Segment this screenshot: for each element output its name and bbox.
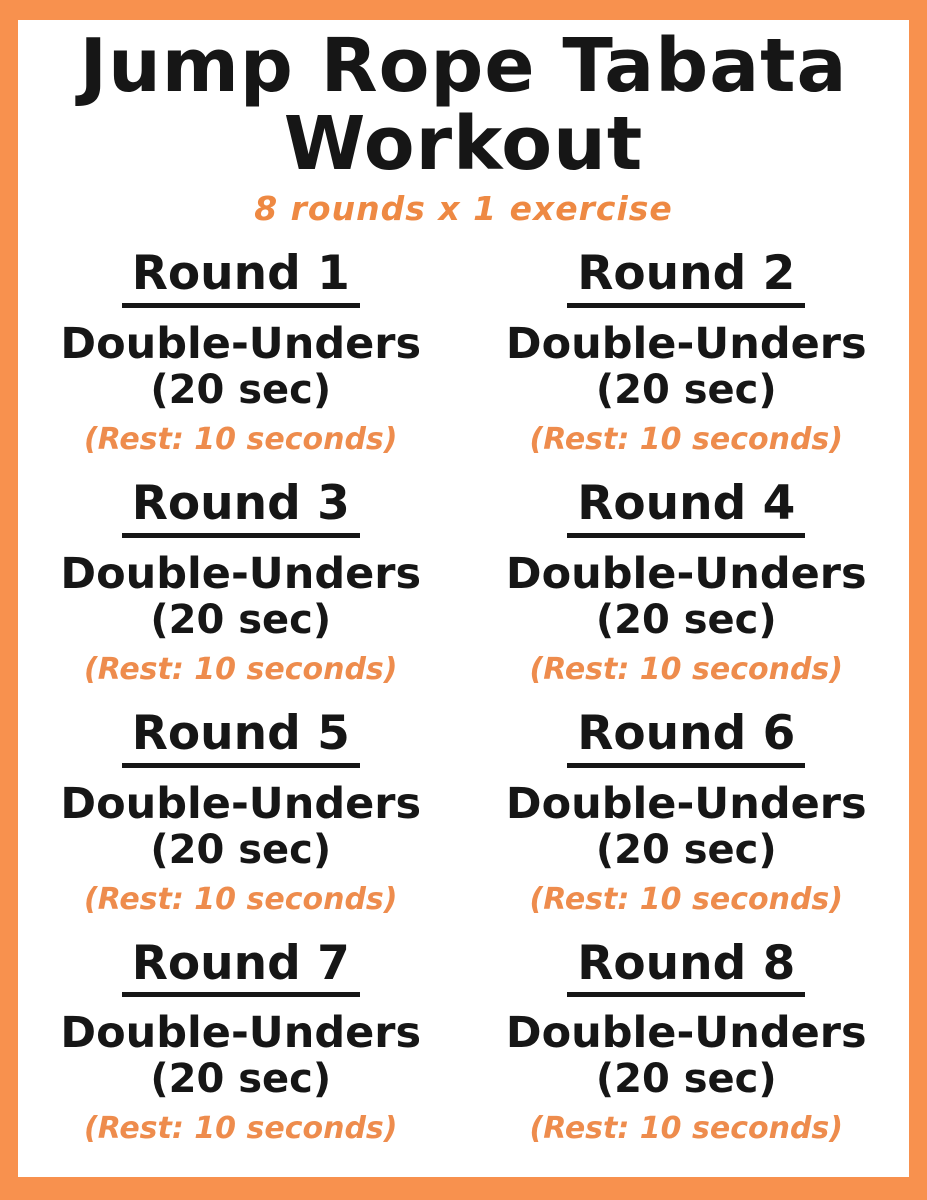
round-card-3 — [18, 478, 464, 686]
exercise-name: Double-Unders — [505, 778, 867, 829]
round-card-1 — [18, 248, 464, 456]
rest-note: (Rest: 10 seconds) — [529, 422, 843, 458]
workout-poster — [18, 20, 909, 1177]
exercise-name: Double-Unders — [505, 1008, 867, 1059]
rest-note: (Rest: 10 seconds) — [529, 881, 843, 917]
exercise-duration: (20 sec) — [595, 367, 777, 414]
exercise-name: Double-Unders — [60, 1008, 422, 1059]
rest-note: (Rest: 10 seconds) — [529, 651, 843, 687]
rest-note: (Rest: 10 seconds) — [84, 1111, 398, 1147]
exercise-duration: (20 sec) — [150, 1056, 332, 1103]
round-title: Round 4 — [464, 478, 910, 538]
round-card-2 — [464, 248, 910, 456]
round-title: Round 8 — [464, 938, 910, 998]
exercise-name: Double-Unders — [505, 548, 867, 599]
round-title: Round 6 — [464, 708, 910, 768]
poster-title-line1: Jump Rope Tabata — [79, 23, 848, 109]
round-title: Round 2 — [464, 248, 910, 308]
exercise-duration: (20 sec) — [150, 596, 332, 643]
round-card-4 — [464, 478, 910, 686]
exercise-name: Double-Unders — [505, 319, 867, 369]
poster-title-line2: Workout — [283, 100, 644, 187]
rest-note: (Rest: 10 seconds) — [84, 651, 398, 687]
exercise-duration: (20 sec) — [595, 1056, 777, 1103]
exercise-duration: (20 sec) — [150, 826, 332, 873]
round-title: Round 3 — [18, 478, 464, 538]
exercise-duration: (20 sec) — [595, 596, 777, 643]
exercise-name: Double-Unders — [60, 548, 422, 599]
round-card-6 — [464, 705, 910, 917]
exercise-name: Double-Unders — [60, 319, 422, 369]
round-title: Round 5 — [18, 708, 464, 768]
rest-note: (Rest: 10 seconds) — [529, 1111, 843, 1147]
rounds-grid — [18, 248, 909, 1145]
exercise-name: Double-Unders — [60, 778, 422, 829]
round-card-7 — [18, 935, 464, 1147]
rest-note: (Rest: 10 seconds) — [84, 422, 398, 458]
round-title: Round 7 — [18, 938, 464, 998]
rest-note: (Rest: 10 seconds) — [84, 881, 398, 917]
round-card-5 — [18, 705, 464, 917]
round-card-8 — [464, 935, 910, 1147]
poster-subtitle: 8 rounds x 1 exercise — [254, 189, 673, 229]
poster-title — [18, 23, 909, 187]
exercise-duration: (20 sec) — [150, 367, 332, 414]
exercise-duration: (20 sec) — [595, 826, 777, 873]
round-title: Round 1 — [18, 248, 464, 308]
